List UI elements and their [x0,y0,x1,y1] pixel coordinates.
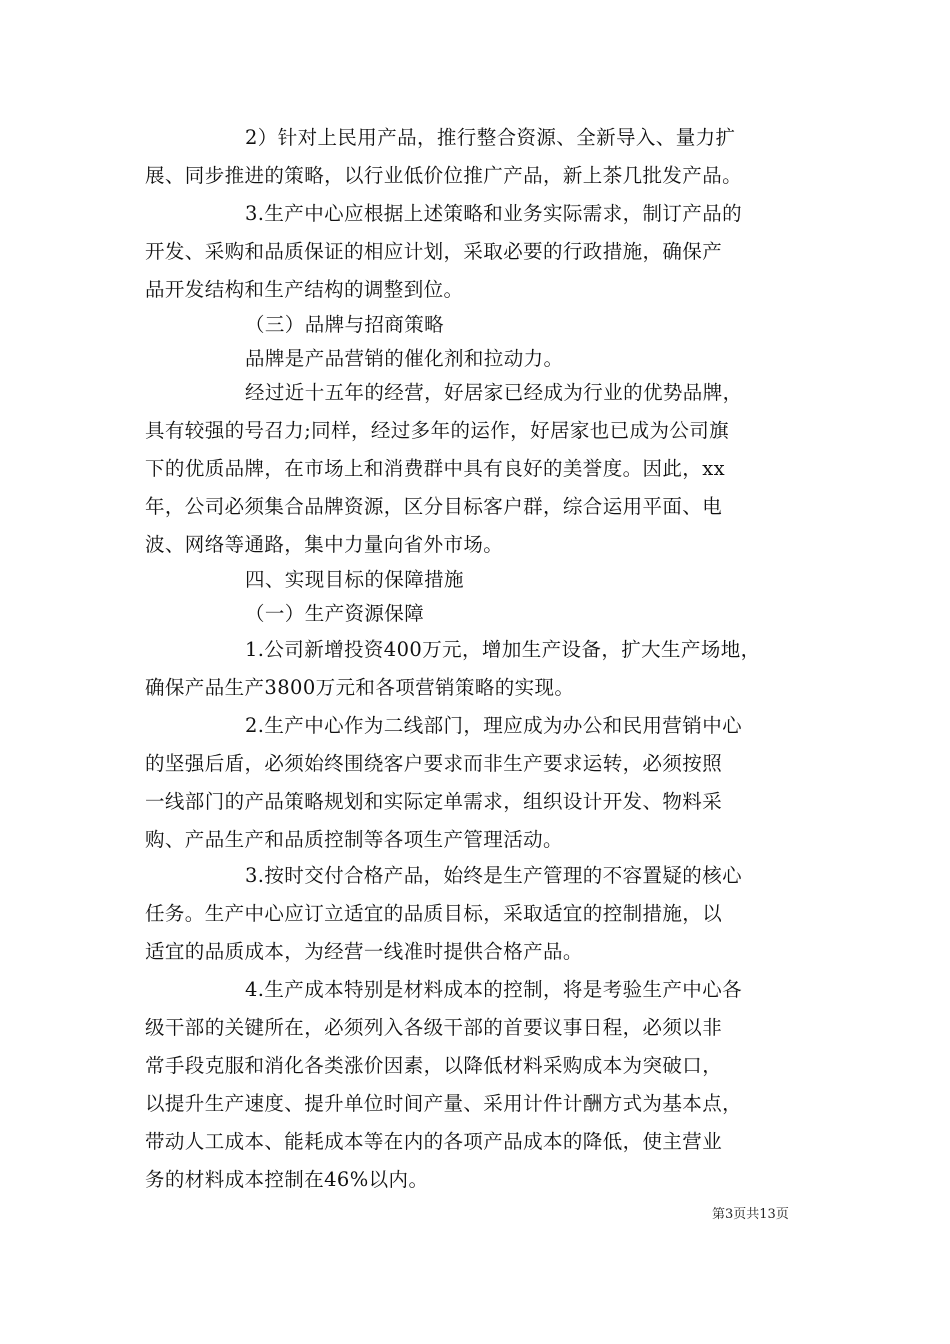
paragraph-line: 3.按时交付合格产品，始终是生产管理的不容置疑的核心 [245,864,743,887]
paragraph-line: 一线部门的产品策略规划和实际定单需求，组织设计开发、物料采 [145,790,723,813]
paragraph-line: 具有较强的号召力;同样，经过多年的运作，好居家也已成为公司旗 [145,419,730,442]
paragraph-line: 级干部的关键所在，必须列入各级干部的首要议事日程，必须以非 [145,1016,723,1039]
section-heading: （一）生产资源保障 [245,602,425,625]
paragraph-line: 确保产品生产3800万元和各项营销策略的实现。 [145,676,575,699]
paragraph-line: 的坚强后盾，必须始终围绕客户要求而非生产要求运转，必须按照 [145,752,723,775]
paragraph-line: 1.公司新增投资400万元，增加生产设备，扩大生产场地， [245,638,761,661]
paragraph-line: 下的优质品牌，在市场上和消费群中具有良好的美誉度。因此，xx [145,457,725,480]
paragraph-line: 经过近十五年的经营，好居家已经成为行业的优势品牌， [245,381,743,404]
paragraph-line: 波、网络等通路，集中力量向省外市场。 [145,533,504,556]
paragraph-line: 常手段克服和消化各类涨价因素，以降低材料采购成本为突破口， [145,1054,723,1077]
paragraph-line: 年，公司必须集合品牌资源，区分目标客户群，综合运用平面、电 [145,495,723,518]
paragraph-line: 2.生产中心作为二线部门，理应成为办公和民用营销中心 [245,714,743,737]
paragraph-line: 适宜的品质成本，为经营一线准时提供合格产品。 [145,940,583,963]
paragraph-line: 购、产品生产和品质控制等各项生产管理活动。 [145,828,563,851]
section-heading: 四、实现目标的保障措施 [245,568,464,591]
paragraph-line: 品牌是产品营销的催化剂和拉动力。 [245,347,564,370]
paragraph-line: 展、同步推进的策略，以行业低价位推广产品，新上茶几批发产品。 [145,164,743,187]
paragraph-line: 带动人工成本、能耗成本等在内的各项产品成本的降低，使主营业 [145,1130,723,1153]
section-heading: （三）品牌与招商策略 [245,313,445,336]
paragraph-line: 以提升生产速度、提升单位时间产量、采用计件计酬方式为基本点， [145,1092,743,1115]
paragraph-line: 4.生产成本特别是材料成本的控制，将是考验生产中心各 [245,978,743,1001]
paragraph-line: 务的材料成本控制在46%以内。 [145,1168,429,1191]
paragraph-line: 品开发结构和生产结构的调整到位。 [145,278,464,301]
paragraph-line: 2）针对上民用产品，推行整合资源、全新导入、量力扩 [245,126,736,149]
page-number-footer: 第3页共13页 [712,1207,789,1222]
paragraph-line: 任务。生产中心应订立适宜的品质目标，采取适宜的控制措施，以 [145,902,723,925]
paragraph-line: 3.生产中心应根据上述策略和业务实际需求，制订产品的 [245,202,743,225]
paragraph-line: 开发、采购和品质保证的相应计划，采取必要的行政措施，确保产 [145,240,723,263]
